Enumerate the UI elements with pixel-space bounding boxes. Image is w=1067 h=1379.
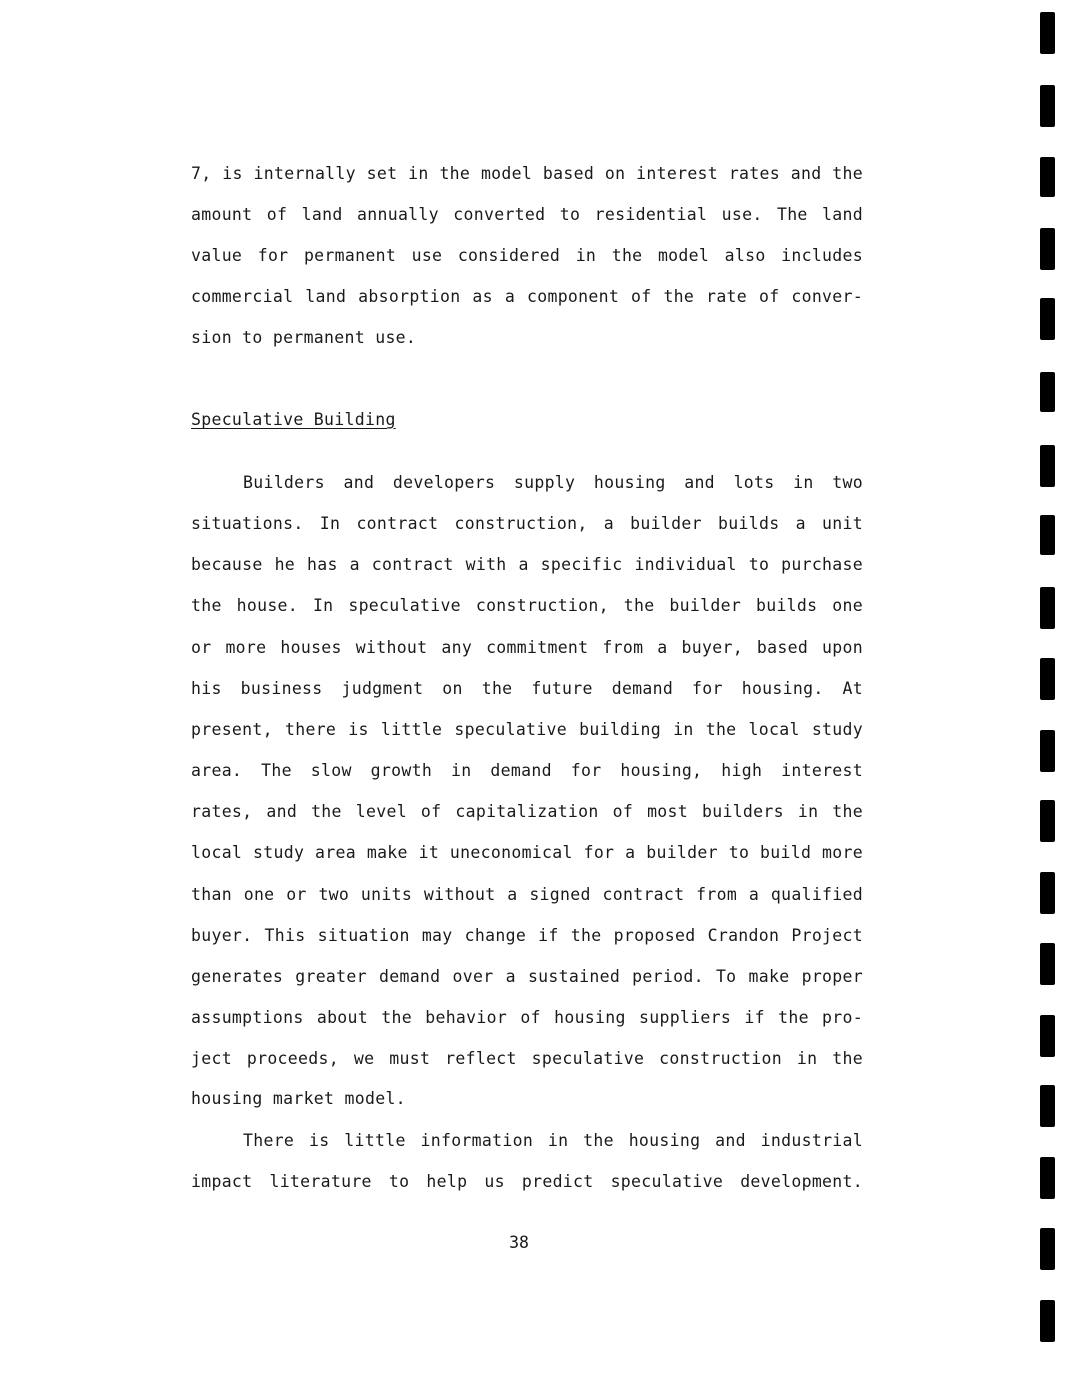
text-line: housing market model. [191,1089,406,1108]
text-line: local study area make it uneconomical for a builder to build more [191,843,863,862]
binding-mark [1040,298,1055,340]
text-line: the house. In speculative construction, the builder builds one [191,596,863,615]
binding-mark [1040,445,1055,487]
binding-mark [1040,1157,1055,1199]
binding-mark [1040,587,1055,629]
text-line: sion to permanent use. [191,328,417,347]
binding-mark [1040,1015,1055,1057]
text-line: present, there is little speculative building in the local study [191,720,863,739]
binding-mark [1040,658,1055,700]
text-line: rates, and the level of capitalization of most builders in the [191,802,863,821]
text-line: situations. In contract construction, a builder builds a unit [191,514,863,533]
text-line: buyer. This situation may change if the proposed Crandon Project [191,926,863,945]
binding-mark [1040,1300,1055,1342]
binding-mark [1040,12,1055,54]
binding-mark [1040,1228,1055,1270]
text-line: because he has a contract with a specific individual to purchase [191,555,863,574]
binding-mark [1040,800,1055,842]
binding-mark [1040,1085,1055,1127]
text-line: amount of land annually converted to residential use. The land [191,205,863,224]
binding-mark [1040,85,1055,127]
page-number: 38 [509,1233,529,1252]
text-line: assumptions about the behavior of housing suppliers if the pro- [191,1008,863,1027]
text-line: generates greater demand over a sustained period. To make proper [191,967,863,986]
binding-mark [1040,157,1055,197]
text-line: Builders and developers supply housing and lots in two [243,473,863,492]
section-heading: Speculative Building [191,410,396,429]
text-line: or more houses without any commitment from a buyer, based upon [191,638,863,657]
text-line: commercial land absorption as a component of the rate of conver- [191,287,863,306]
text-line: 7, is internally set in the model based on interest rates and the [191,164,863,183]
text-line: area. The slow growth in demand for housing, high interest [191,761,863,780]
text-line: value for permanent use considered in the model also includes [191,246,863,265]
text-line: than one or two units without a signed contract from a qualified [191,885,863,904]
text-line: ject proceeds, we must reflect speculative construction in the [191,1049,863,1068]
binding-marks [1040,0,1060,1379]
text-line: There is little information in the housing and industrial [243,1131,863,1150]
binding-mark [1040,228,1055,270]
binding-mark [1040,872,1055,914]
binding-mark [1040,515,1055,555]
text-line: his business judgment on the future demand for housing. At [191,679,863,698]
text-line: impact literature to help us predict speculative development. [191,1172,863,1191]
binding-mark [1040,943,1055,985]
binding-mark [1040,730,1055,772]
binding-mark [1040,372,1055,412]
